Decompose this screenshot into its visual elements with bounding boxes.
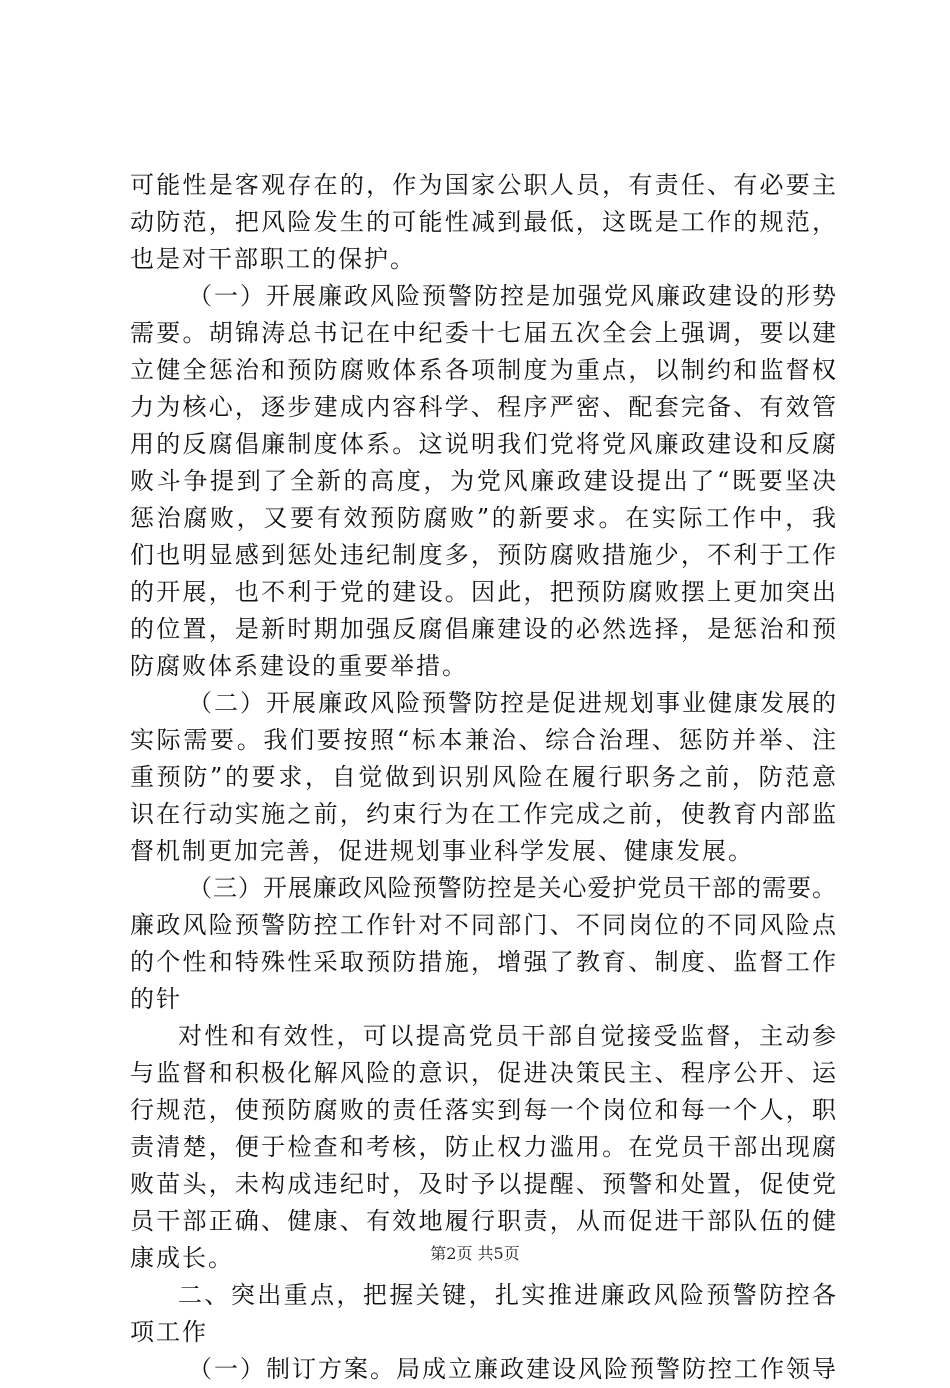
text-line: 的位置，是新时期加强反腐倡廉建设的必然选择，是惩治和预 bbox=[130, 615, 836, 643]
paragraph-heading-line: （一）开展廉政风险预警防控是加强党风廉政建设的形势 bbox=[188, 282, 836, 310]
text-line: 动防范，把风险发生的可能性减到最低，这既是工作的规范， bbox=[130, 208, 836, 236]
text-line: 员干部正确、健康、有效地履行职责，从而促进干部队伍的健 bbox=[130, 1207, 836, 1235]
text-line: 实际需要。我们要按照“标本兼治、综合治理、惩防并举、注 bbox=[130, 726, 836, 754]
text-line: 行规范，使预防腐败的责任落实到每一个岗位和每一个人，职 bbox=[130, 1096, 836, 1124]
section-heading-line: 项工作 bbox=[130, 1318, 208, 1346]
page-number-footer: 第2页 共5页 bbox=[430, 1244, 520, 1263]
text-line: 也是对干部职工的保护。 bbox=[130, 245, 416, 273]
text-line: 力为核心，逐步建成内容科学、程序严密、配套完备、有效管 bbox=[130, 393, 836, 421]
section-heading-line: 二、突出重点，把握关键，扎实推进廉政风险预警防控各 bbox=[178, 1281, 836, 1309]
text-line: 康成长。 bbox=[130, 1244, 234, 1272]
text-line: 惩治腐败，又要有效预防腐败”的新要求。在实际工作中，我 bbox=[130, 504, 836, 532]
text-line: 需要。胡锦涛总书记在中纪委十七届五次全会上强调，要以建 bbox=[130, 319, 836, 347]
text-line: 用的反腐倡廉制度体系。这说明我们党将党风廉政建设和反腐 bbox=[130, 430, 836, 458]
text-line: 的针 bbox=[130, 985, 182, 1013]
text-line: 立健全惩治和预防腐败体系各项制度为重点，以制约和监督权 bbox=[130, 356, 836, 384]
text-line: 廉政风险预警防控工作针对不同部门、不同岗位的不同风险点 bbox=[130, 911, 836, 939]
text-line: 败苗头，未构成违纪时，及时予以提醒、预警和处置，促使党 bbox=[130, 1170, 836, 1198]
paragraph-heading-line: （二）开展廉政风险预警防控是促进规划事业健康发展的 bbox=[188, 689, 836, 717]
text-line: 重预防”的要求，自觉做到识别风险在履行职务之前，防范意 bbox=[130, 763, 836, 791]
text-line: 可能性是客观存在的，作为国家公职人员，有责任、有必要主 bbox=[130, 171, 836, 199]
paragraph-heading-line: （三）开展廉政风险预警防控是关心爱护党员干部的需要。 bbox=[188, 874, 836, 902]
text-line: 责清楚，便于检查和考核，防止权力滥用。在党员干部出现腐 bbox=[130, 1133, 836, 1161]
text-line: 的个性和特殊性采取预防措施，增强了教育、制度、监督工作 bbox=[130, 948, 836, 976]
text-line: 对性和有效性，可以提高党员干部自觉接受监督，主动参 bbox=[178, 1022, 836, 1050]
document-body bbox=[130, 167, 836, 1388]
text-line: 防腐败体系建设的重要举措。 bbox=[130, 652, 468, 680]
text-line: 督机制更加完善，促进规划事业科学发展、健康发展。 bbox=[130, 837, 754, 865]
paragraph-heading-line: （一）制订方案。局成立廉政建设风险预警防控工作领导 bbox=[188, 1355, 836, 1383]
text-line: 败斗争提到了全新的高度，为党风廉政建设提出了“既要坚决 bbox=[130, 467, 836, 495]
text-line: 与监督和积极化解风险的意识，促进决策民主、程序公开、运 bbox=[130, 1059, 836, 1087]
text-line: 们也明显感到惩处违纪制度多，预防腐败措施少，不利于工作 bbox=[130, 541, 836, 569]
text-line: 识在行动实施之前，约束行为在工作完成之前，使教育内部监 bbox=[130, 800, 836, 828]
text-line: 的开展，也不利于党的建设。因此，把预防腐败摆上更加突出 bbox=[130, 578, 836, 606]
